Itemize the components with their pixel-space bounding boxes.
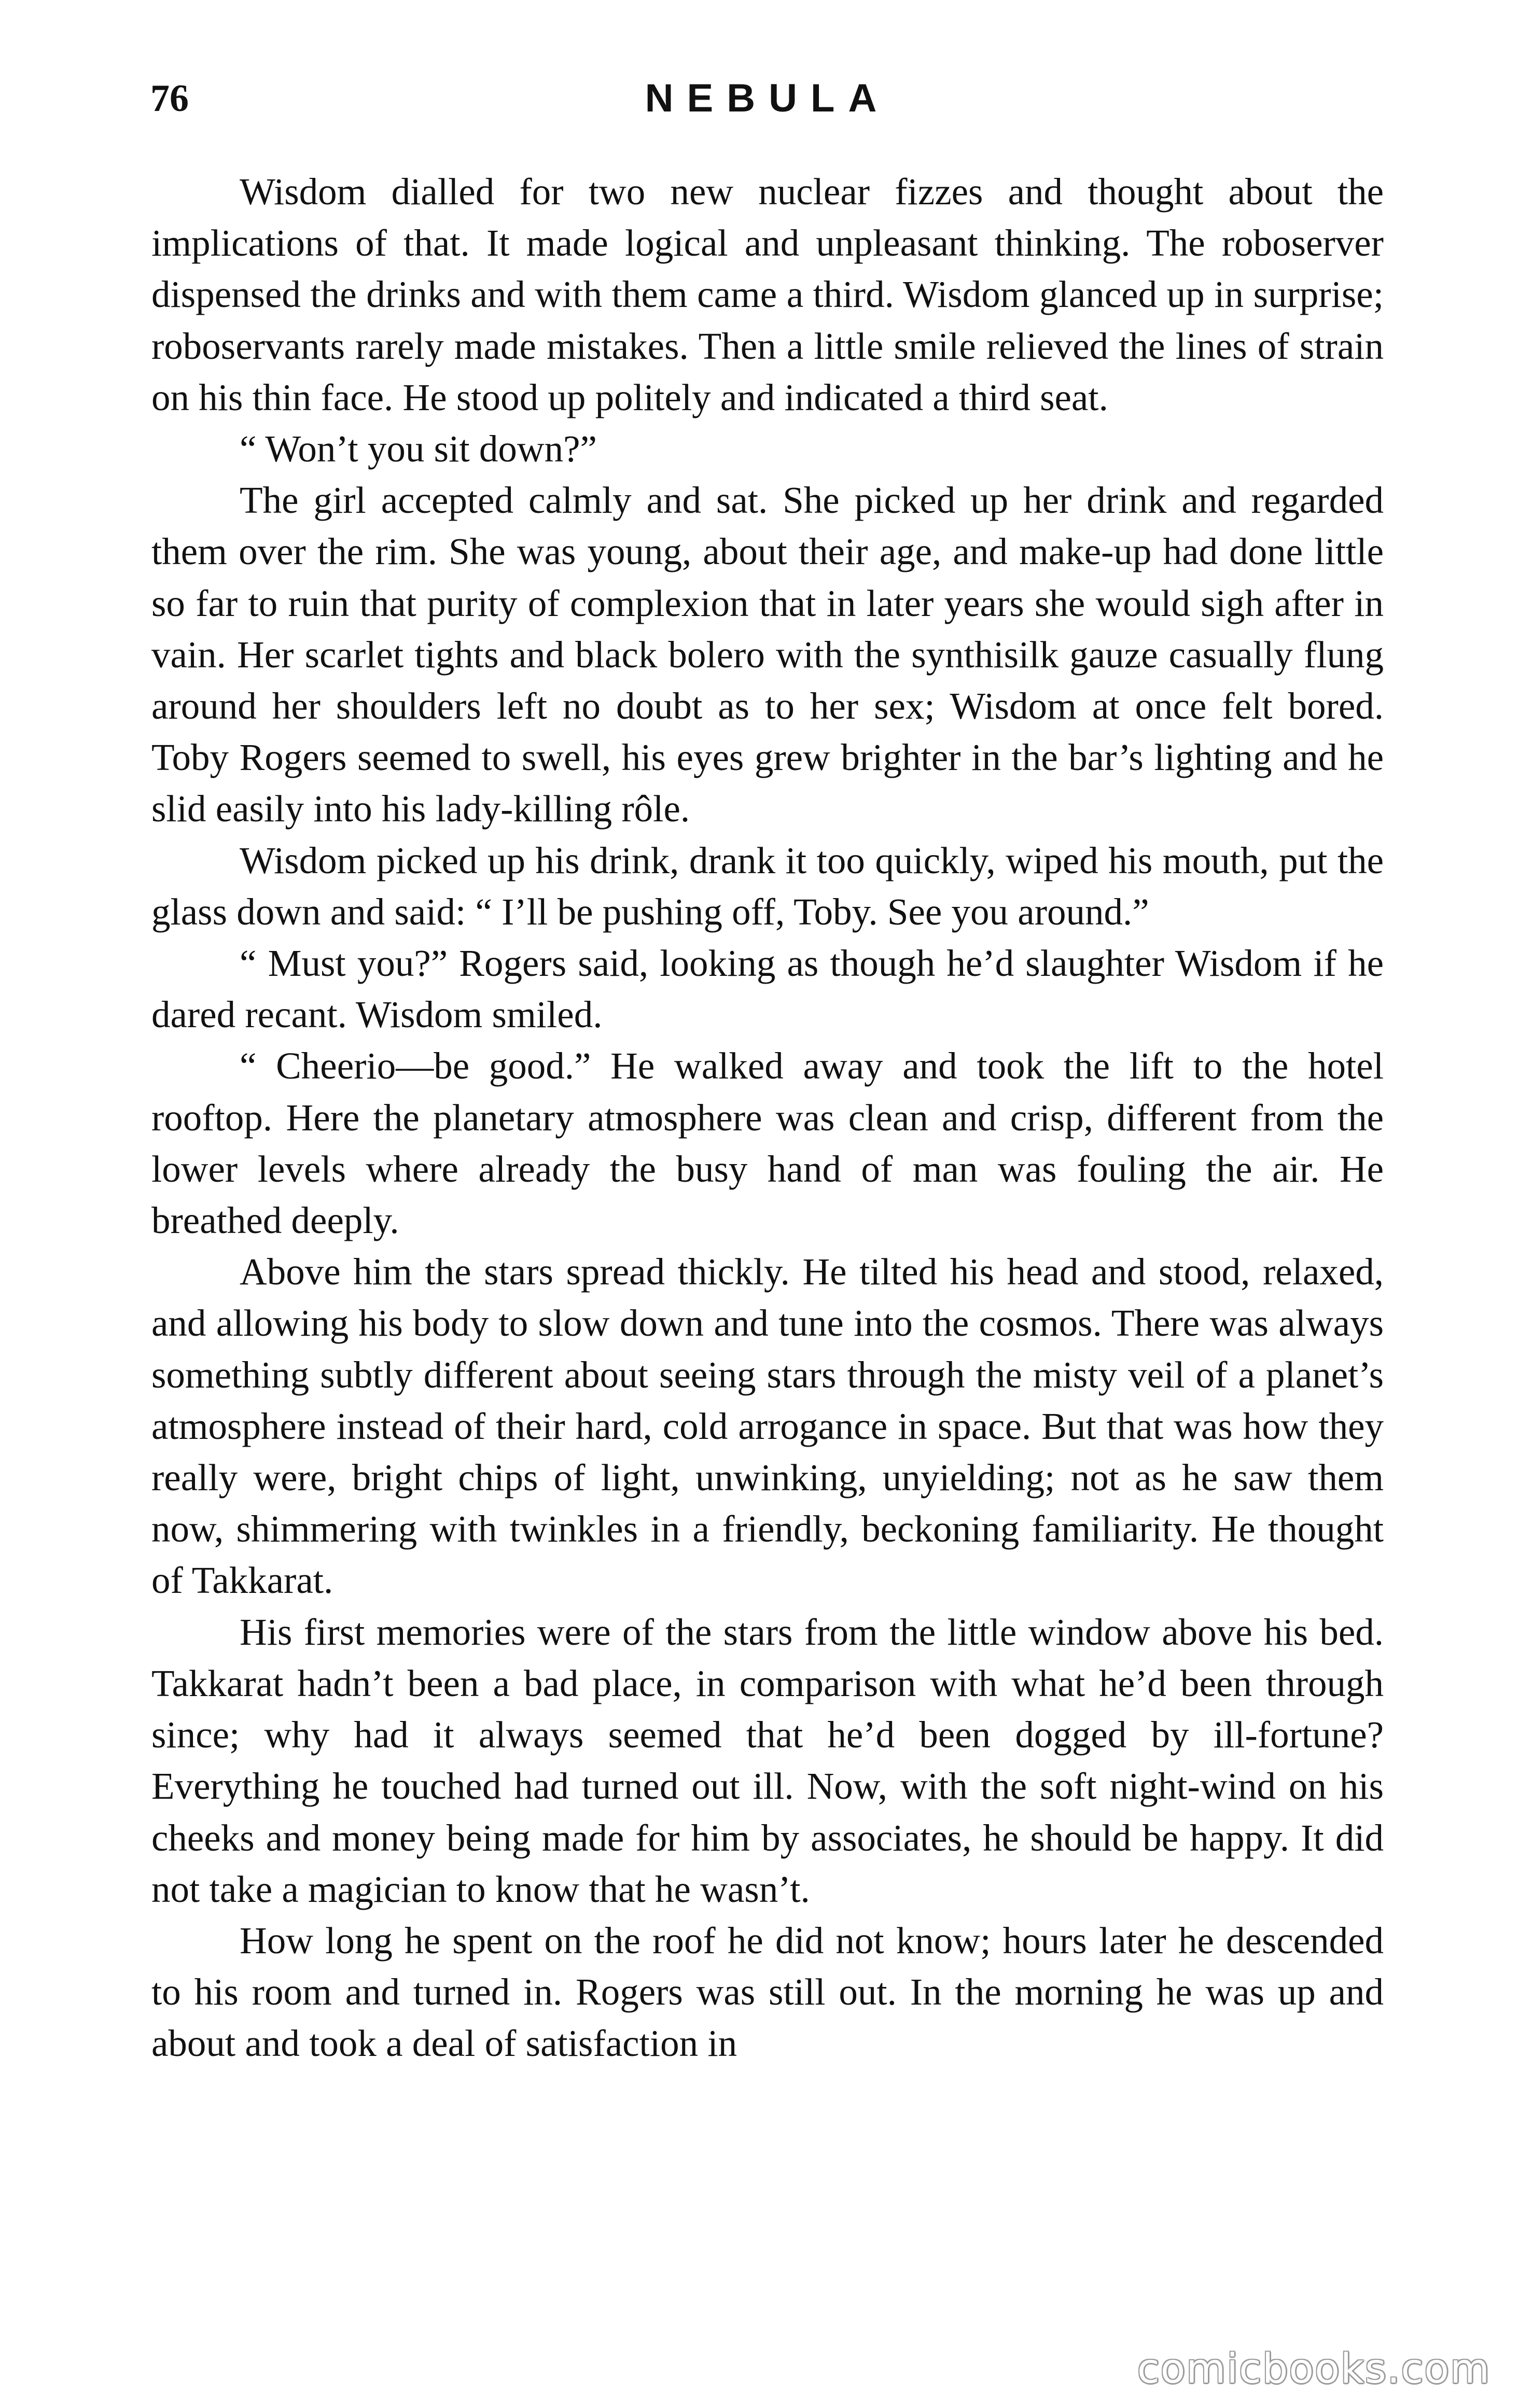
page-number: 76 [150,77,189,120]
paragraph: Wisdom dialled for two new nuclear fizzes and thought about the implications of that. It made logical and unpleasant thinking. The roboserver dispensed the drinks and with them came a third. Wisdom glanced up in surprise; roboservants rarely made mistakes. Then a little smile relieved the lines of strain on his thin face. He stood up politely and indicated a third seat. [151,171,1384,418]
paragraph: “ Cheerio—be good.” He walked away and took the lift to the hotel rooftop. Here the planetary atmosphere was clean and crisp, different from the lower levels where already the busy hand of man was fouling the air. He breathed deeply. [151,1045,1384,1242]
paragraph: Above him the stars spread thickly. He tilted his head and stood, relaxed, and allowing his body to slow down and tune into the cosmos. There was always something subtly different about seeing stars through the misty veil of a planet’s atmosphere instead of their hard, cold arrogance in space. But that was how they really were, bright chips of light, unwinking, unyielding; not as he saw them now, shimmering with twinkles in a friendly, beckoning familiarity. He thought of Takkarat. [151,1251,1384,1602]
running-title: NEBULA [645,76,890,120]
watermark: comicbooks.com [1137,2346,1491,2392]
paragraph: His first memories were of the stars from the little window above his bed. Takkarat hadn’t been a bad place, in comparison with what he’d been through since; why had it always seemed that he’d been dogged by ill-fortune? Everything he touched had turned out ill. Now, with the soft night-wind on his cheeks and money being made for him by associates, he should be happy. It did not take a magician to know that he wasn’t. [151,1611,1384,1910]
paragraph: The girl accepted calmly and sat. She picked up her drink and regarded them over the rim. She was young, about their age, and make-up had done little so far to ruin that purity of complexion that in later years she would sigh after in vain. Her scarlet tights and black bolero with the synthisilk gauze casually flung around her shoulders left no doubt as to her sex; Wisdom at once felt bored. Toby Rogers seemed to swell, his eyes grew brighter in the bar’s lighting and he slid easily into his lady-killing rôle. [151,479,1384,830]
page-header [150,73,1385,135]
body-text [151,166,1384,2069]
paragraph: Wisdom picked up his drink, drank it too quickly, wiped his mouth, put the glass down and said: “ I’ll be pushing off, Toby. See you around.” [151,839,1384,933]
paragraph: “ Must you?” Rogers said, looking as though he’d slaughter Wisdom if he dared recant. Wisdom smiled. [151,942,1384,1036]
paragraph: How long he spent on the roof he did not know; hours later he descended to his room and turned in. Rogers was still out. In the morning he was up and about and took a deal of satisfaction in [151,1919,1384,2065]
paragraph: “ Won’t you sit down?” [240,428,597,470]
